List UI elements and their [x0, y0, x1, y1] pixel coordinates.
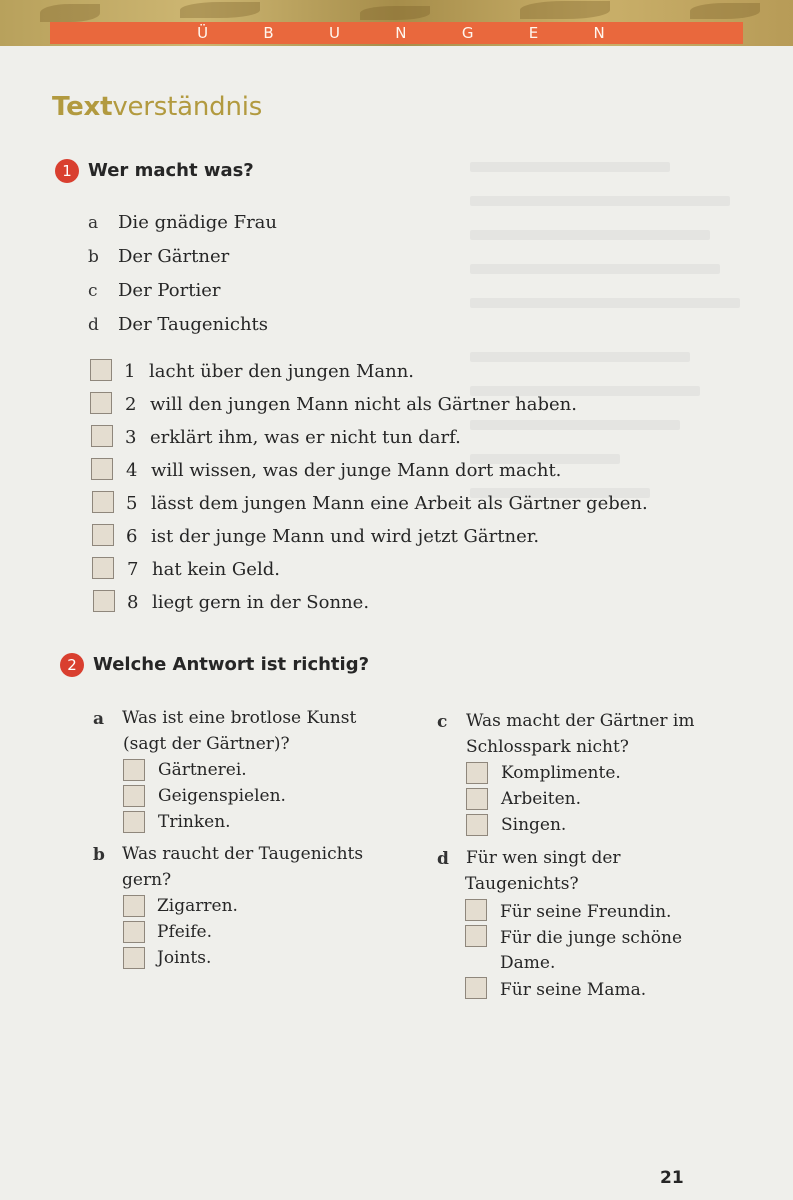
- title-bold: Text: [52, 92, 113, 122]
- question-text: Schlosspark nicht?: [466, 737, 629, 757]
- option-text: Für seine Mama.: [500, 980, 647, 1000]
- subject-letter: a: [88, 213, 99, 233]
- item-text: will wissen, was der junge Mann dort macht.: [151, 460, 562, 481]
- option-checkbox[interactable]: [465, 925, 487, 947]
- exercise-2-number: 2: [60, 653, 84, 677]
- option-text: Joints.: [157, 948, 212, 968]
- answer-checkbox[interactable]: [92, 524, 114, 546]
- answer-checkbox[interactable]: [93, 590, 115, 612]
- item-number: 6: [126, 526, 138, 547]
- answer-checkbox[interactable]: [90, 392, 112, 414]
- option-text: Komplimente.: [501, 763, 621, 783]
- question-text: Was ist eine brotlose Kunst: [122, 708, 357, 728]
- exercise-1-heading: Wer macht was?: [88, 160, 254, 181]
- answer-checkbox[interactable]: [91, 458, 113, 480]
- page-title: [52, 92, 262, 122]
- option-text: Trinken.: [158, 812, 231, 832]
- option-checkbox[interactable]: [465, 899, 487, 921]
- banner-letter: E: [528, 24, 540, 42]
- banner-letter: B: [263, 24, 275, 42]
- question-text: Für wen singt der: [466, 848, 621, 868]
- item-text: lässt dem jungen Mann eine Arbeit als Gärtner geben.: [151, 493, 648, 514]
- item-text: liegt gern in der Sonne.: [152, 592, 370, 613]
- answer-checkbox[interactable]: [91, 425, 113, 447]
- answer-checkbox[interactable]: [90, 359, 112, 381]
- item-number: 8: [127, 592, 139, 613]
- banner-letter: U: [329, 24, 341, 42]
- question-text: Was raucht der Taugenichts: [122, 844, 364, 864]
- subject-text: Der Portier: [118, 280, 221, 301]
- subject-letter: b: [88, 247, 99, 267]
- option-checkbox[interactable]: [123, 895, 145, 917]
- option-text: Gärtnerei.: [158, 760, 247, 780]
- question-letter: d: [437, 849, 449, 869]
- question-letter: c: [437, 712, 448, 732]
- subject-letter: c: [88, 281, 98, 301]
- option-checkbox[interactable]: [466, 814, 488, 836]
- item-text: will den jungen Mann nicht als Gärtner haben.: [150, 394, 577, 415]
- option-text: Geigenspielen.: [158, 786, 286, 806]
- exercise-2-heading: Welche Antwort ist richtig?: [93, 654, 370, 675]
- question-text: (sagt der Gärtner)?: [123, 734, 290, 754]
- banner-letter: Ü: [197, 24, 210, 42]
- option-checkbox[interactable]: [123, 811, 145, 833]
- option-text: Pfeife.: [157, 922, 212, 942]
- option-text: Zigarren.: [157, 896, 238, 916]
- item-number: 2: [125, 394, 137, 415]
- option-checkbox[interactable]: [123, 921, 145, 943]
- banner-letter: G: [461, 24, 475, 42]
- item-number: 5: [126, 493, 138, 514]
- item-number: 1: [124, 361, 136, 382]
- option-text: Dame.: [500, 953, 556, 973]
- item-text: hat kein Geld.: [152, 559, 280, 580]
- exercise-1-number: 1: [55, 159, 79, 183]
- item-number: 4: [126, 460, 138, 481]
- option-checkbox[interactable]: [465, 977, 487, 999]
- option-checkbox[interactable]: [123, 947, 145, 969]
- item-number: 7: [127, 559, 139, 580]
- section-banner: [50, 22, 743, 44]
- banner-letter: N: [395, 24, 408, 42]
- question-text: gern?: [122, 870, 172, 890]
- question-text: Taugenichts?: [465, 874, 579, 894]
- question-text: Was macht der Gärtner im: [466, 711, 695, 731]
- item-number: 3: [125, 427, 137, 448]
- option-checkbox[interactable]: [123, 785, 145, 807]
- option-checkbox[interactable]: [123, 759, 145, 781]
- title-rest: verständnis: [112, 92, 263, 122]
- option-checkbox[interactable]: [466, 788, 488, 810]
- answer-checkbox[interactable]: [92, 557, 114, 579]
- banner-letter: N: [593, 24, 606, 42]
- subject-letter: d: [88, 315, 99, 335]
- subject-text: Der Taugenichts: [118, 314, 269, 335]
- option-text: Für seine Freundin.: [500, 902, 672, 922]
- question-letter: a: [93, 709, 105, 729]
- answer-checkbox[interactable]: [92, 491, 114, 513]
- option-text: Arbeiten.: [501, 789, 582, 809]
- item-text: erklärt ihm, was er nicht tun darf.: [150, 427, 461, 448]
- option-text: Singen.: [501, 815, 567, 835]
- item-text: lacht über den jungen Mann.: [149, 361, 415, 382]
- option-checkbox[interactable]: [466, 762, 488, 784]
- page-number: 21: [660, 1168, 684, 1188]
- question-letter: b: [93, 845, 105, 865]
- subject-text: Der Gärtner: [118, 246, 230, 267]
- item-text: ist der junge Mann und wird jetzt Gärtner.: [151, 526, 540, 547]
- option-text: Für die junge schöne: [500, 928, 683, 948]
- subject-text: Die gnädige Frau: [118, 212, 278, 233]
